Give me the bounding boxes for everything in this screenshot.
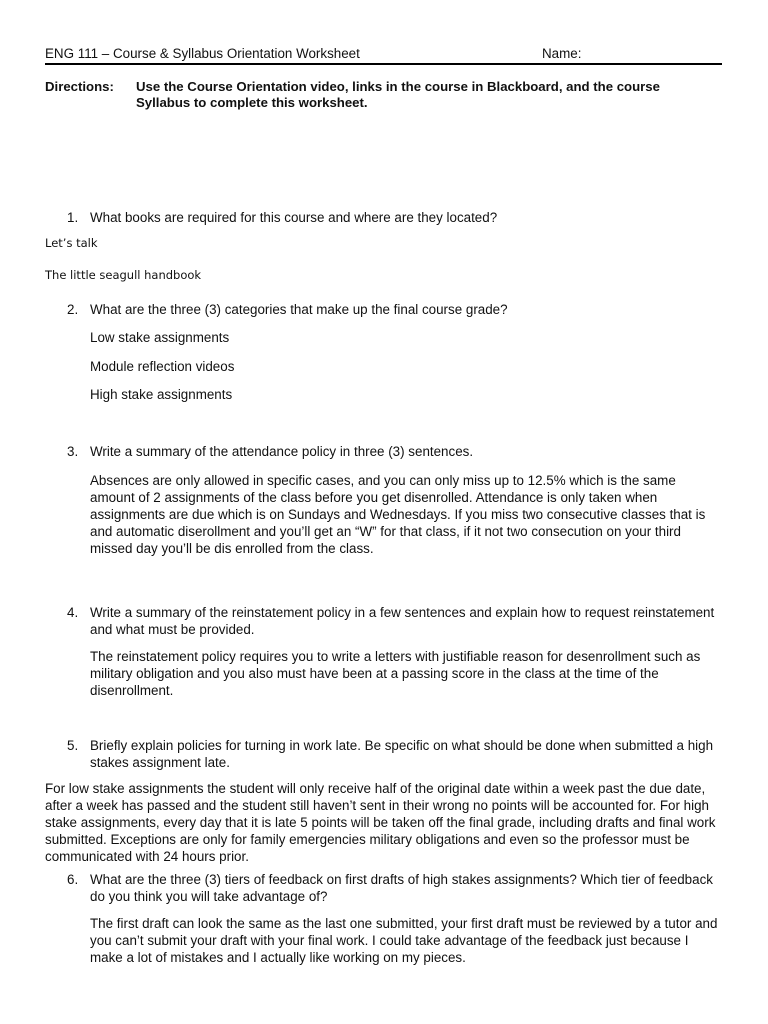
answer-2-item-3: High stake assignments: [90, 387, 233, 402]
question-number: 1.: [67, 210, 79, 225]
directions-text: Use the Course Orientation video, links in the course in Blackboard, and the course Syllabus to complete this worksheet.: [136, 79, 660, 110]
answer-1-line-2: The little seagull handbook: [45, 268, 202, 282]
question-text: Write a summary of the attendance policy in three (3) sentences.: [90, 444, 474, 459]
question-text: What books are required for this course and where are they located?: [90, 210, 498, 225]
question-number: 5.: [67, 738, 79, 753]
question-number: 4.: [67, 605, 79, 620]
question-number: 6.: [67, 872, 79, 887]
answer-1-line-1: Let’s talk: [45, 236, 98, 250]
question-text: What are the three (3) categories that make up the final course grade?: [90, 302, 508, 317]
answer-2-item-2: Module reflection videos: [90, 359, 235, 374]
question-text: Write a summary of the reinstatement policy in a few sentences and explain how to request reinstatement and what must be provided.: [90, 605, 715, 637]
question-number: 3.: [67, 444, 79, 459]
question-number: 2.: [67, 302, 79, 317]
answer-2-item-1: Low stake assignments: [90, 330, 230, 345]
worksheet-title: ENG 111 – Course & Syllabus Orientation Worksheet: [45, 46, 360, 61]
question-text: What are the three (3) tiers of feedback on first drafts of high stakes assignments? Which tier of feedback do you think you will take advantage of?: [90, 872, 713, 904]
name-label: Name:: [542, 46, 582, 61]
answer-6: The first draft can look the same as the last one submitted, your first draft must be reviewed by a tutor and you can’t submit your draft with your final work. I could take advantage of the feedback just because I make a lot of mistakes and I actually like working on my pieces.: [90, 916, 718, 965]
answer-5: For low stake assignments the student will only receive half of the original date within a week past the due date, after a week has passed and the student still haven’t sent in their wrong no points will be accounted for. For high stake assignments, every day that it is late 5 points will be taken off the final grade, including drafts and final work submitted. Exceptions are only for family emergencies military obligations and even so the professor must be communicated with 24 hours prior.: [45, 781, 716, 864]
question-text: Briefly explain policies for turning in work late. Be specific on what should be done when submitted a high stakes assignment late.: [90, 738, 714, 770]
answer-4: The reinstatement policy requires you to write a letters with justifiable reason for desenrollment such as military obligation and you also must have been at a passing score in the class at the time of the disenrollment.: [90, 649, 701, 698]
answer-3: Absences are only allowed in specific cases, and you can only miss up to 12.5% which is the same amount of 2 assignments of the class before you get disenrolled. Attendance is only taken when assignments are due which is on Sundays and Wednesdays. If you miss two consecutive classes that is and automatic diserollment and you’ll get an “W” for that class, if it not two consecution on your third missed day you’ll be dis enrolled from the class.: [90, 473, 706, 556]
worksheet-header: [45, 44, 722, 65]
directions-label: Directions:: [45, 79, 114, 94]
